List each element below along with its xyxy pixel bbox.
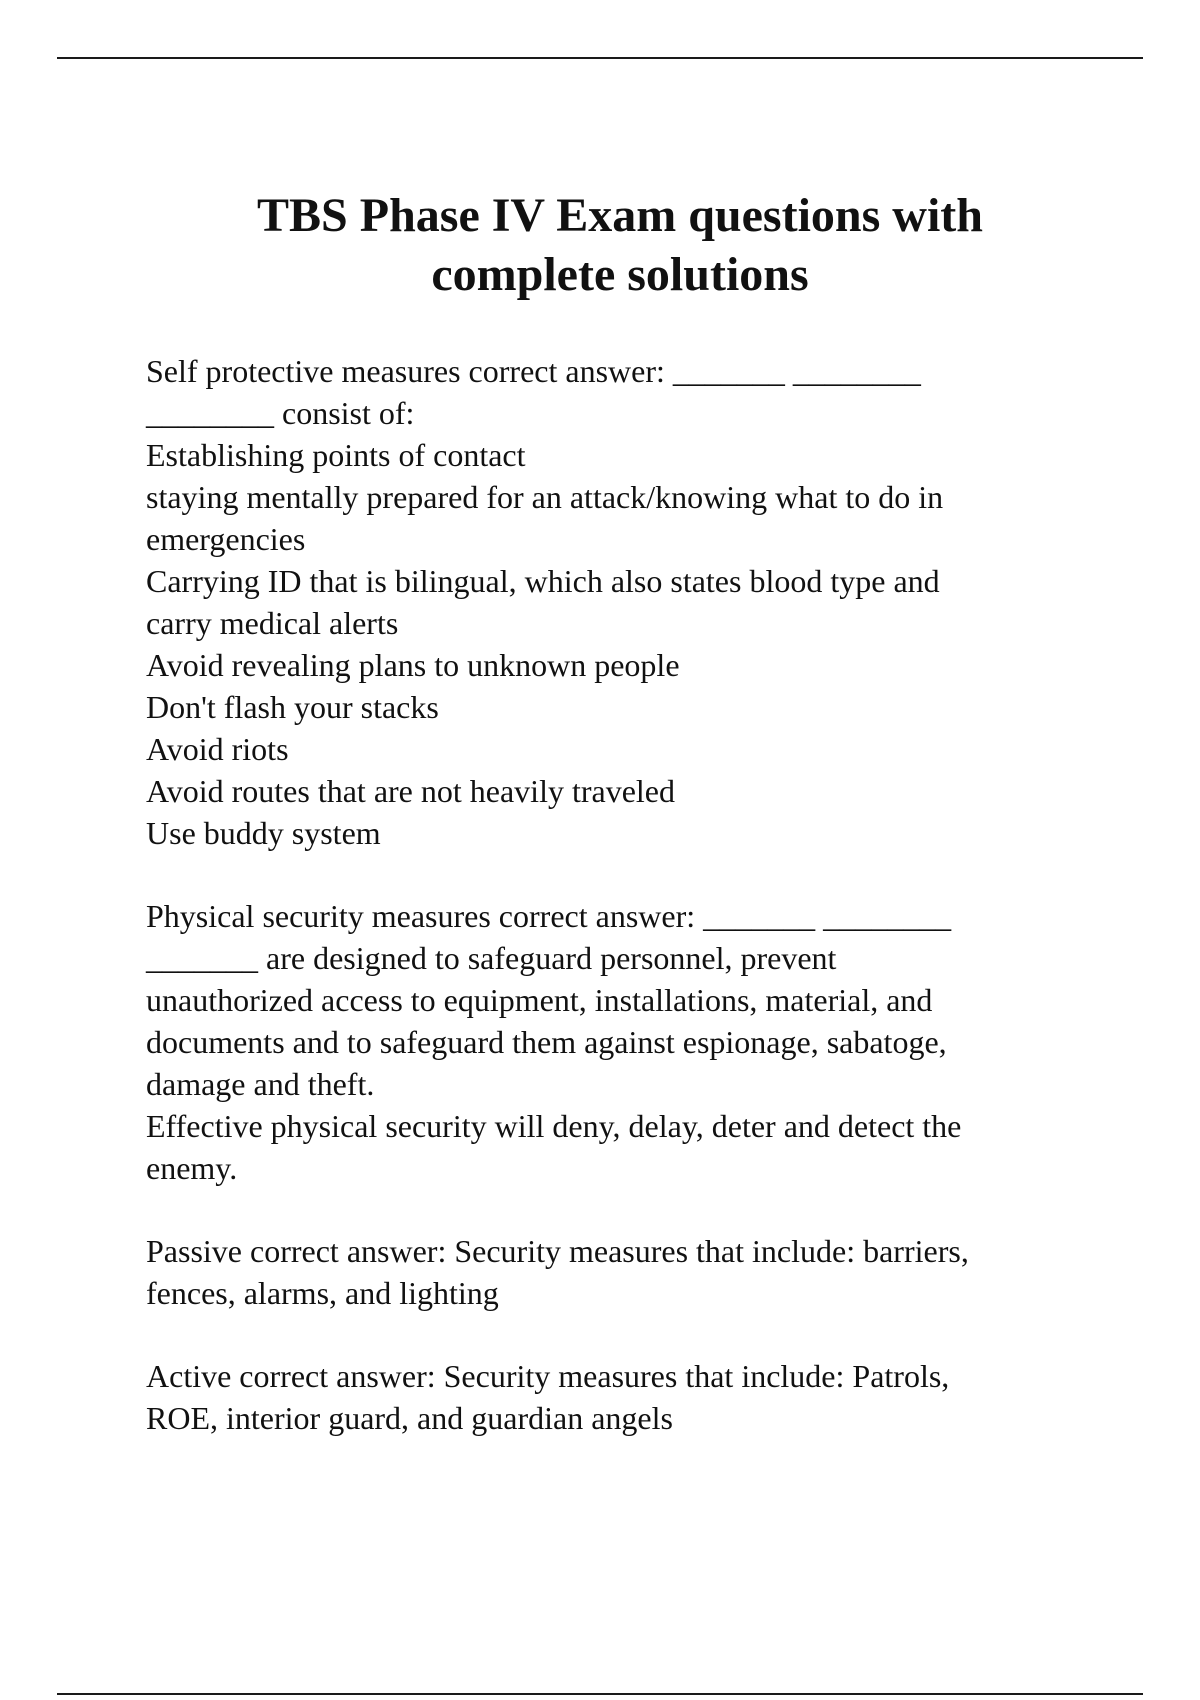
text-line: Effective physical security will deny, delay, deter and detect the bbox=[146, 1108, 962, 1144]
text-line: _______ are designed to safeguard personnel, prevent bbox=[146, 940, 837, 976]
top-rule bbox=[57, 57, 1143, 59]
qa-text bbox=[146, 1355, 1106, 1439]
qa-item-passive bbox=[146, 1230, 1106, 1314]
title-line: TBS Phase IV Exam questions with bbox=[257, 189, 983, 242]
text-line: damage and theft. bbox=[146, 1066, 375, 1102]
text-line: Don't flash your stacks bbox=[146, 689, 439, 725]
text-line: Physical security measures correct answer: _______ ________ bbox=[146, 898, 952, 934]
text-line: documents and to safeguard them against espionage, sabatoge, bbox=[146, 1024, 947, 1060]
qa-item-active bbox=[146, 1355, 1106, 1439]
text-line: Self protective measures correct answer: _______ ________ bbox=[146, 353, 921, 389]
bottom-rule bbox=[57, 1693, 1143, 1695]
text-line: Active correct answer: Security measures that include: Patrols, bbox=[146, 1358, 950, 1394]
text-line: Use buddy system bbox=[146, 815, 381, 851]
text-line: ROE, interior guard, and guardian angels bbox=[146, 1400, 673, 1436]
text-line: fences, alarms, and lighting bbox=[146, 1275, 499, 1311]
qa-item-self-protective-measures bbox=[146, 350, 1106, 854]
title-line: complete solutions bbox=[431, 248, 809, 301]
text-line: carry medical alerts bbox=[146, 605, 399, 641]
qa-list bbox=[146, 350, 1106, 1480]
document-title bbox=[130, 186, 1110, 304]
text-line: enemy. bbox=[146, 1150, 238, 1186]
text-line: Avoid routes that are not heavily traveled bbox=[146, 773, 675, 809]
text-line: Avoid revealing plans to unknown people bbox=[146, 647, 680, 683]
qa-text bbox=[146, 895, 1106, 1189]
qa-text bbox=[146, 1230, 1106, 1314]
text-line: Establishing points of contact bbox=[146, 437, 526, 473]
qa-text bbox=[146, 350, 1106, 854]
text-line: Avoid riots bbox=[146, 731, 289, 767]
text-line: Passive correct answer: Security measures that include: barriers, bbox=[146, 1233, 969, 1269]
text-line: Carrying ID that is bilingual, which also states blood type and bbox=[146, 563, 940, 599]
text-line: ________ consist of: bbox=[146, 395, 415, 431]
text-line: staying mentally prepared for an attack/knowing what to do in bbox=[146, 479, 944, 515]
qa-item-physical-security-measures bbox=[146, 895, 1106, 1189]
text-line: emergencies bbox=[146, 521, 306, 557]
text-line: unauthorized access to equipment, installations, material, and bbox=[146, 982, 933, 1018]
